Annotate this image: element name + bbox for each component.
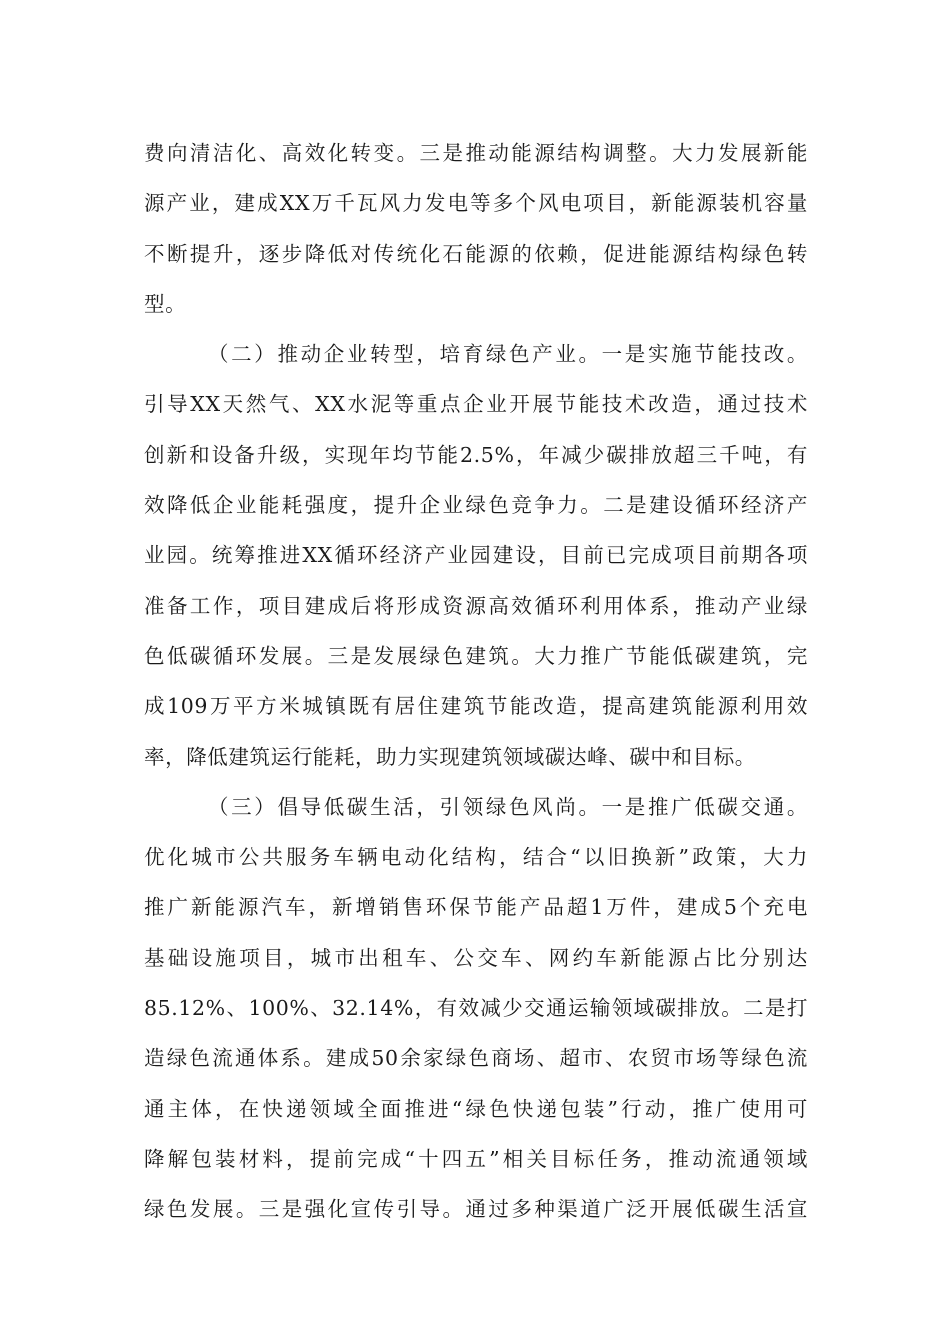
paragraph-3-line-1: （三）倡导低碳生活，引领绿色风尚。一是推广低碳交通。 <box>208 794 808 819</box>
paragraph-3-line-2: 优化城市公共服务车辆电动化结构，结合“以旧换新”政策，大力 <box>144 845 808 870</box>
paragraph-2-line-4: 效降低企业能耗强度，提升企业绿色竞争力。二是建设循环经济产 <box>144 493 808 518</box>
paragraph-2-line-8: 成109万平方米城镇既有居住建筑节能改造，提高建筑能源利用效 <box>144 694 808 719</box>
paragraph-1-line-3: 不断提升，逐步降低对传统化石能源的依赖，促进能源结构绿色转 <box>144 241 808 266</box>
paragraph-3-line-7: 通主体，在快递领域全面推进“绿色快递包装”行动，推广使用可 <box>144 1096 808 1121</box>
paragraph-3-line-8: 降解包装材料，提前完成“十四五”相关目标任务，推动流通领域 <box>144 1146 808 1171</box>
paragraph-3-line-5: 85.12%、100%、32.14%，有效减少交通运输领域碳排放。二是打 <box>144 996 808 1021</box>
paragraph-1-line-1: 费向清洁化、高效化转变。三是推动能源结构调整。大力发展新能 <box>144 141 808 165</box>
paragraph-1-line-2: 源产业，建成XX万千瓦风力发电等多个风电项目，新能源装机容量 <box>144 191 808 216</box>
document-body <box>144 128 808 1235</box>
paragraph-2-line-6: 准备工作，项目建成后将形成资源高效循环利用体系，推动产业绿 <box>144 593 808 618</box>
paragraph-2-line-3: 创新和设备升级，实现年均节能2.5%，年减少碳排放超三千吨，有 <box>144 442 808 467</box>
paragraph-3-line-4: 基础设施项目，城市出租车、公交车、网约车新能源占比分别达 <box>144 945 808 970</box>
paragraph-2-line-2: 引导XX天然气、XX水泥等重点企业开展节能技术改造，通过技术 <box>144 392 808 417</box>
paragraph-3-line-3: 推广新能源汽车，新增销售环保节能产品超1万件，建成5个充电 <box>144 895 808 920</box>
paragraph-2-line-9: 率，降低建筑运行能耗，助力实现建筑领域碳达峰、碳中和目标。 <box>144 744 756 769</box>
paragraph-2-line-5: 业园。统筹推进XX循环经济产业园建设，目前已完成项目前期各项 <box>144 543 808 568</box>
paragraph-3-line-9: 绿色发展。三是强化宣传引导。通过多种渠道广泛开展低碳生活宣 <box>144 1197 808 1222</box>
paragraph-3-line-6: 造绿色流通体系。建成50余家绿色商场、超市、农贸市场等绿色流 <box>144 1046 808 1071</box>
paragraph-2-line-7: 色低碳循环发展。三是发展绿色建筑。大力推广节能低碳建筑，完 <box>144 643 808 668</box>
paragraph-2-line-1: （二）推动企业转型，培育绿色产业。一是实施节能技改。 <box>208 342 808 367</box>
paragraph-1-line-4: 型。 <box>144 291 187 316</box>
